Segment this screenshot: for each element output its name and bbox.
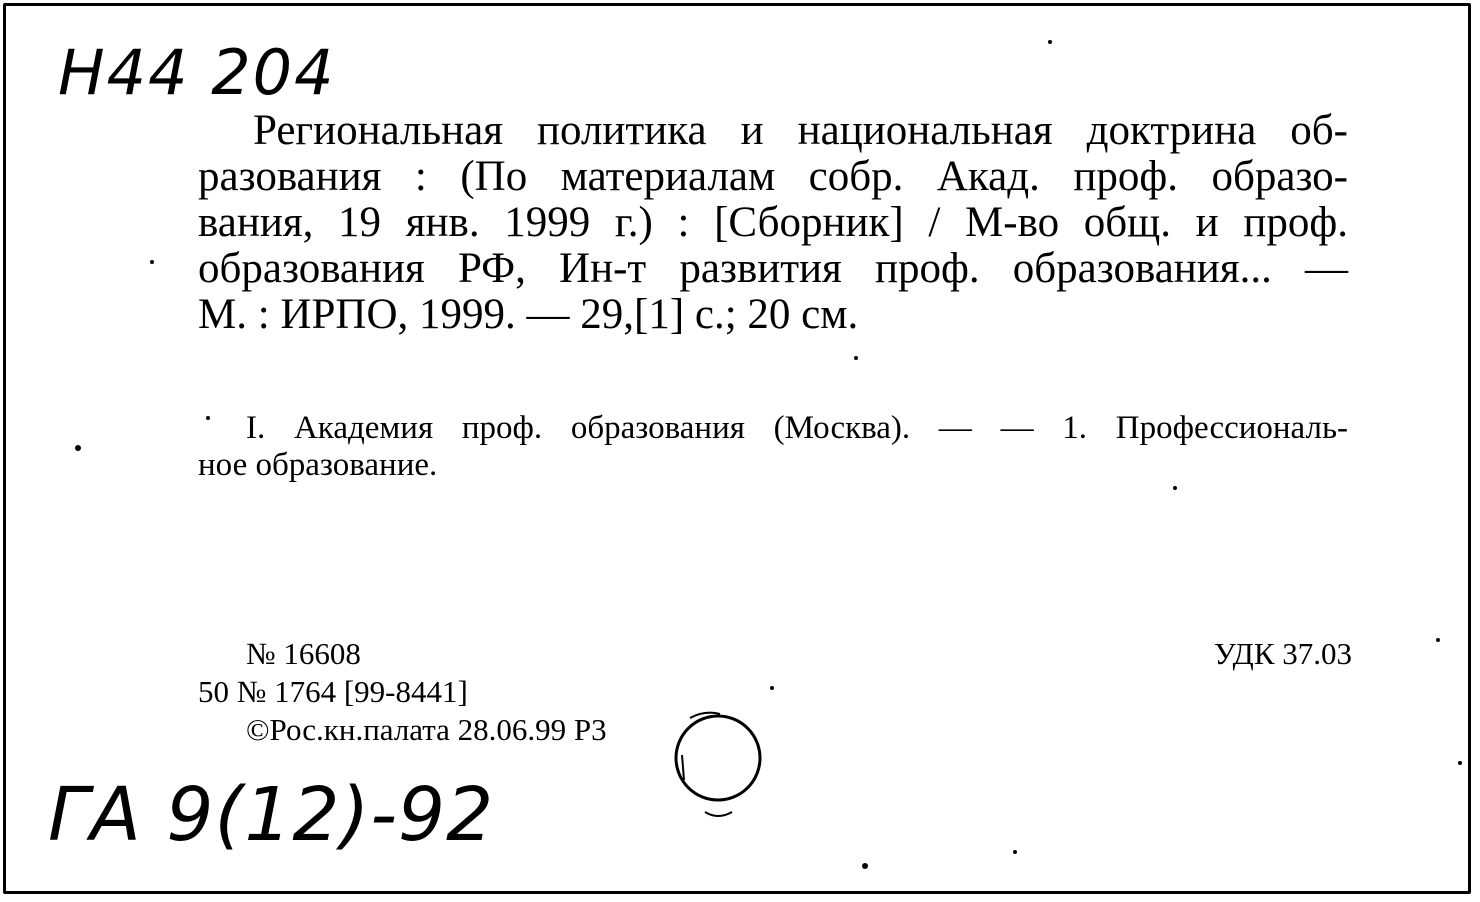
entry-line: вания, 19 янв. 1999 г.) : [Сборник] / М-во общ. и проф. — [198, 199, 1348, 246]
series-number: 50 № 1764 [99-8441] — [198, 674, 468, 709]
udk-code: УДК 37.03 — [1213, 636, 1352, 671]
tracing-line: I. Академия проф. образования (Москва). — — 1. Профессиональ- — [246, 410, 1348, 446]
handwritten-inventory-code: ГА 9(12)-92 — [48, 772, 495, 858]
publisher-line: ©Рос.кн.палата 28.06.99 Р3 — [246, 712, 607, 747]
entry-line: образования РФ, Ин-т развития проф. образования... — — [198, 245, 1348, 292]
entry-line: разования : (По материалам собр. Акад. проф. образо- — [198, 153, 1348, 200]
handwritten-shelf-mark: Н44 204 — [58, 36, 336, 109]
tracing-line: ное образование. — [198, 447, 438, 483]
entry-line: М. : ИРПО, 1999. — 29,[1] с.; 20 см. — [198, 291, 859, 338]
record-number: № 16608 — [246, 636, 361, 671]
entry-line: Региональная политика и национальная доктрина об- — [253, 107, 1348, 154]
